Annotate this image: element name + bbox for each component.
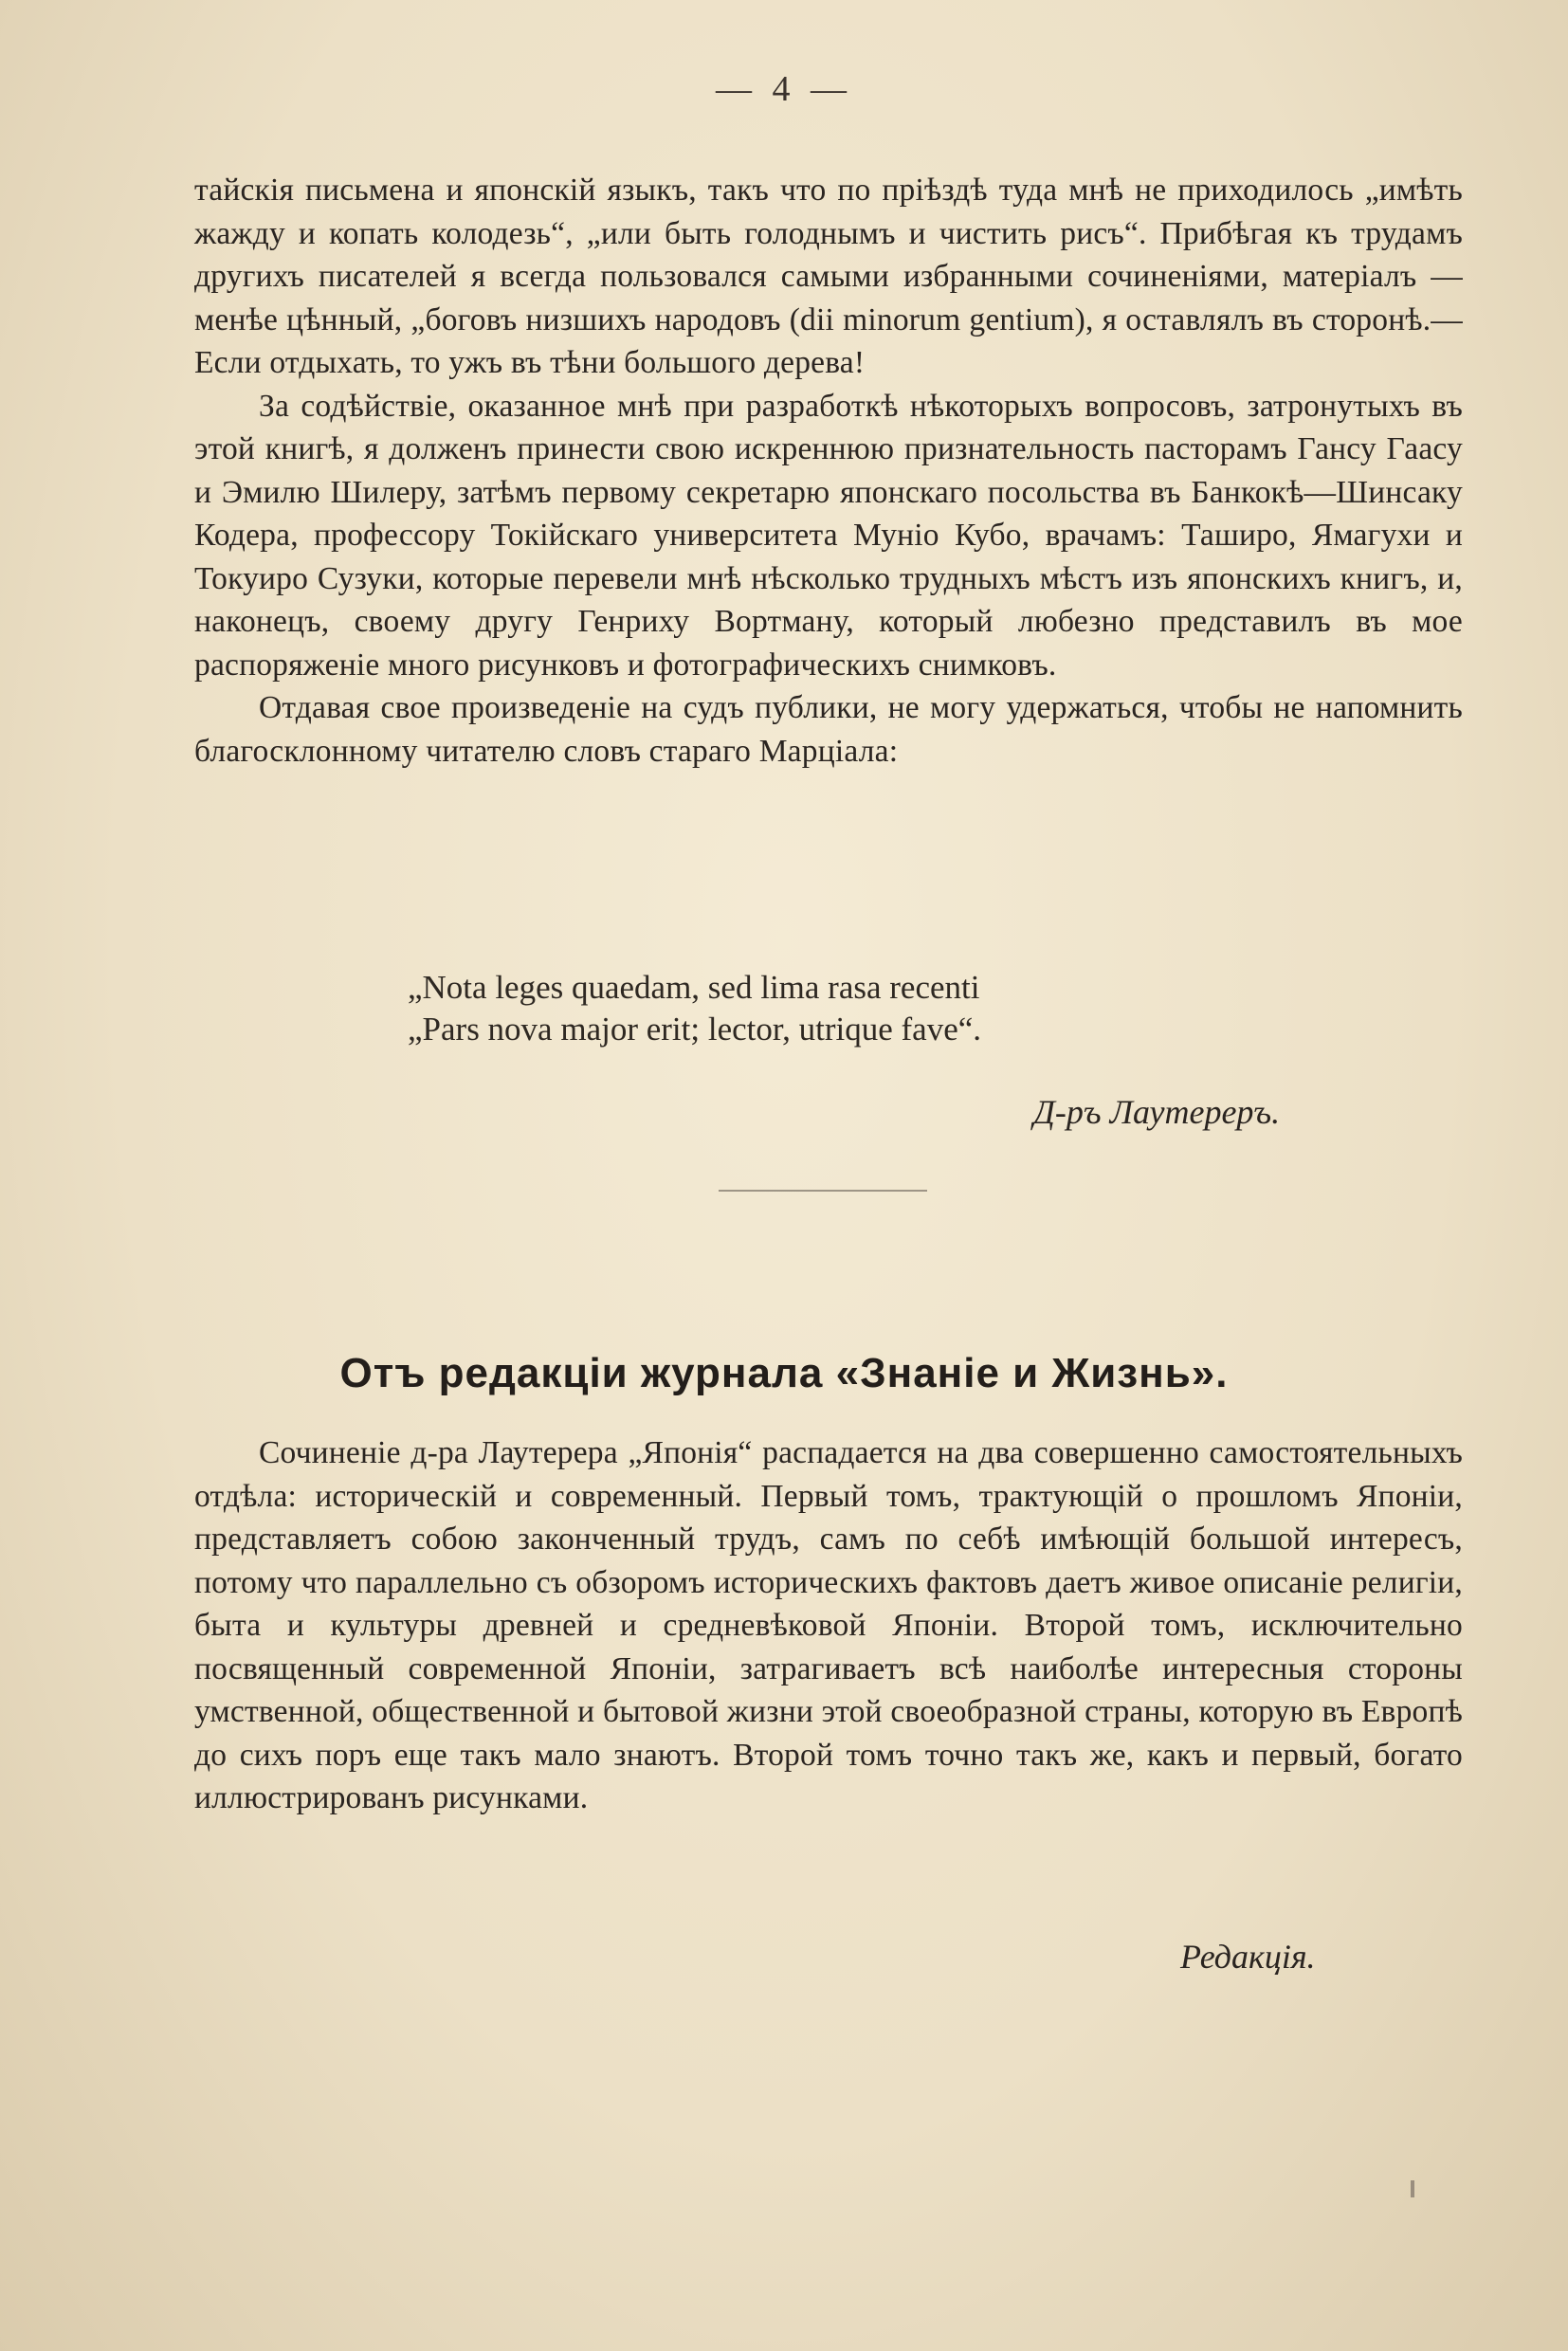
author-signature: Д-ръ Лаутереръ. xyxy=(1033,1093,1281,1131)
editorial-paragraph: Сочиненіе д-ра Лаутерера „Японія“ распадается на два совершенно самостоятельныхъ отдѣла: историческій и современный. Первый томъ, трактующій о прошломъ Японіи, представляетъ собою законченный трудъ, самъ по себѣ имѣющій большой интересъ, потому что параллельно съ обзоромъ историческихъ фактовъ даетъ живое описаніе религіи, быта и культуры древней и средневѣковой Японіи. Второй томъ, исключительно посвященный современной Японіи, затрагиваетъ всѣ наиболѣе интересныя стороны умственной, общественной и бытовой жизни этой своеобразной страны, которую въ Европѣ до сихъ поръ еще такъ мало знаютъ. Второй томъ точно такъ же, какъ и первый, богато иллюстрированъ рисунками. xyxy=(194,1435,1463,1815)
editorial-signature: Редакція. xyxy=(1180,1938,1316,1976)
editorial-text xyxy=(194,1431,1463,1820)
latin-quote xyxy=(408,967,1261,1050)
preface-text xyxy=(194,169,1463,773)
quote-line-2: „Pars nova major erit; lector, utrique fave“. xyxy=(408,1011,982,1048)
page-number: — 4 — xyxy=(716,69,852,109)
print-mark xyxy=(1411,2180,1414,2197)
preface-paragraph-2: За содѣйствіе, оказанное мнѣ при разработкѣ нѣкоторыхъ вопросовъ, затронутыхъ въ этой книгѣ, я долженъ принести свою искреннюю признательность пасторамъ Гансу Гаасу и Эмилю Шилеру, затѣмъ первому секретарю японскаго посольства въ Банкокѣ—Шинсаку Кодера, профессору Токійскаго университета Муніо Кубо, врачамъ: Таширо, Ямагухи и Токуиро Сузуки, которые перевели мнѣ нѣсколько трудныхъ мѣстъ изъ японскихъ книгъ, и, наконецъ, своему другу Генриху Вортману, который любезно представилъ въ мое распоряженіе много рисунковъ и фотографическихъ снимковъ. xyxy=(194,388,1463,683)
section-divider xyxy=(719,1190,927,1192)
quote-line-1: „Nota leges quaedam, sed lima rasa recenti xyxy=(408,969,980,1006)
preface-paragraph-3: Отдавая свое произведеніе на судъ публики, не могу удержаться, чтобы не напомнить благосклонному читателю словъ стараго Марціала: xyxy=(194,690,1463,769)
editorial-heading: Отъ редакціи журнала «Знаніе и Жизнь». xyxy=(339,1350,1229,1396)
preface-paragraph-1: тайскія письмена и японскій языкъ, такъ что по пріѣздѣ туда мнѣ не приходилось „имѣть жажду и копать колодезь“, „или быть голоднымъ и чистить рисъ“. Прибѣгая къ трудамъ другихъ писателей я всегда пользовался самыми избранными сочиненіями, матеріалъ — менѣе цѣнный, „боговъ низшихъ народовъ (dii minorum gentium), я оставлялъ въ сторонѣ.— Если отдыхать, то ужъ въ тѣни большого дерева! xyxy=(194,173,1463,380)
